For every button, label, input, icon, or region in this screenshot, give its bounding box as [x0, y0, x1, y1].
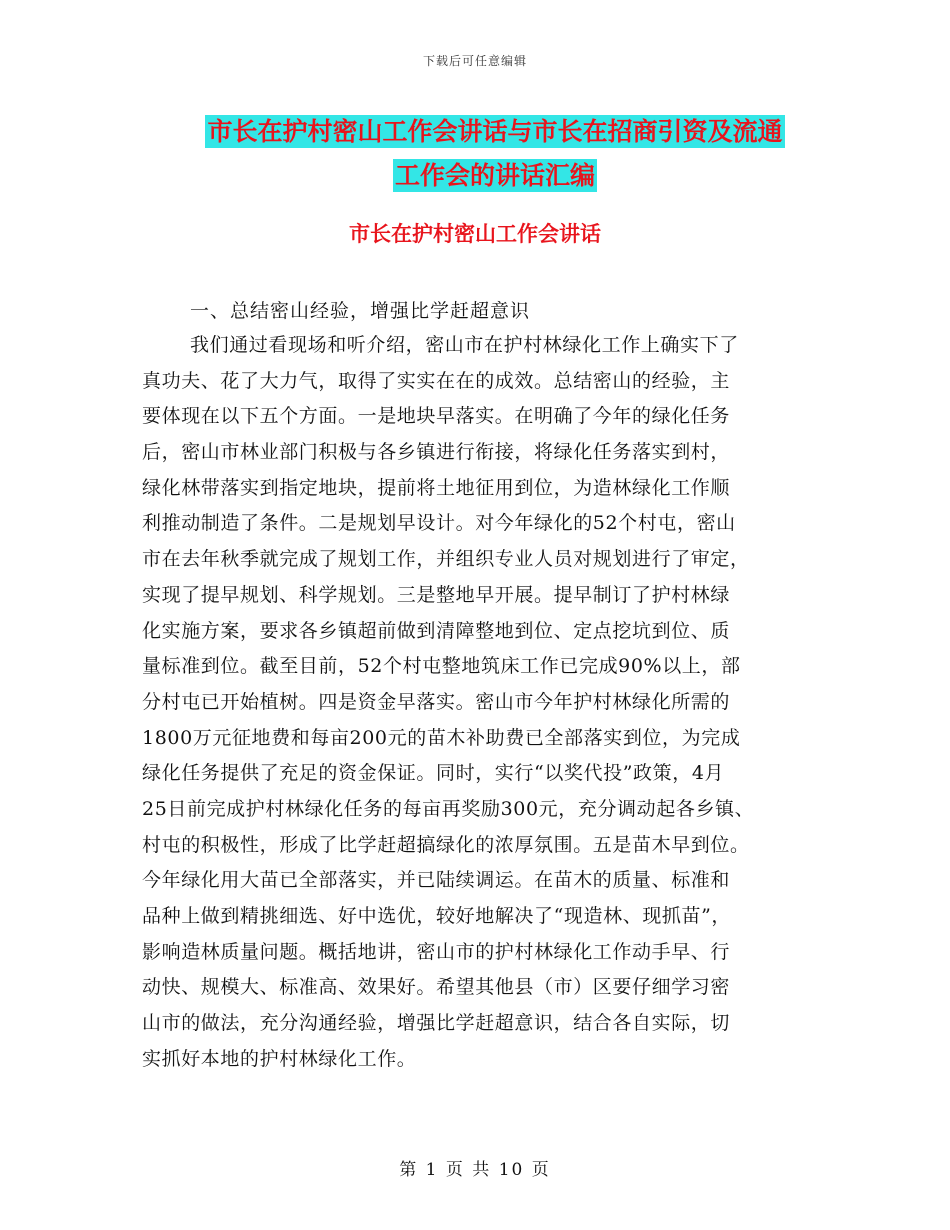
paragraph-line: 影响造林质量问题。概括地讲，密山市的护村林绿化工作动手早、行 [142, 940, 731, 963]
document-title-line-1: 市长在护村密山工作会讲话与市长在招商引资及流通 [207, 117, 783, 146]
page-footer: 第 1 页 共 10 页 [399, 1160, 551, 1180]
section-heading: 一、总结密山经验，增强比学赶超意识 [190, 300, 531, 322]
paragraph-line: 绿化林带落实到指定地块，提前将土地征用到位，为造林绿化工作顺 [142, 476, 731, 499]
paragraph-line: 动快、规模大、标准高、效果好。希望其他县（市）区要仔细学习密 [142, 976, 731, 999]
document-title-line-2: 工作会的讲话汇编 [394, 161, 595, 190]
paragraph-line: 后，密山市林业部门积极与各乡镇进行衔接，将绿化任务落实到村， [142, 441, 731, 464]
header-note: 下载后可任意编辑 [422, 54, 527, 68]
paragraph-line: 村屯的积极性，形成了比学赶超搞绿化的浓厚氛围。五是苗木早到位。 [142, 833, 750, 856]
paragraph-line: 分村屯已开始植树。四是资金早落实。密山市今年护村林绿化所需的 [142, 690, 731, 713]
paragraph-line: 量标准到位。截至目前，52个村屯整地筑床工作已完成90%以上，部 [142, 655, 741, 678]
paragraph-line: 化实施方案，要求各乡镇超前做到清障整地到位、定点挖坑到位、质 [142, 619, 731, 642]
paragraph-line: 真功夫、花了大力气，取得了实实在在的成效。总结密山的经验，主 [142, 369, 731, 392]
paragraph-line: 品种上做到精挑细选、好中选优，较好地解决了“现造林、现抓苗”， [142, 905, 732, 927]
paragraph-line: 绿化任务提供了充足的资金保证。同时，实行“以奖代投”政策，4月 [142, 762, 725, 785]
paragraph-line: 今年绿化用大苗已全部落实，并已陆续调运。在苗木的质量、标准和 [142, 869, 731, 892]
paragraph-line: 25日前完成护村林绿化任务的每亩再奖励300元，充分调动起各乡镇、 [142, 797, 755, 820]
section-title: 市长在护村密山工作会讲话 [349, 221, 601, 246]
paragraph-line: 市在去年秋季就完成了规划工作，并组织专业人员对规划进行了审定， [142, 548, 750, 571]
paragraph-line: 要体现在以下五个方面。一是地块早落实。在明确了今年的绿化任务 [142, 405, 731, 428]
paragraph-line: 实现了提早规划、科学规划。三是整地早开展。提早制订了护村林绿 [142, 583, 731, 606]
paragraph-line: 利推动制造了条件。二是规划早设计。对今年绿化的52个村屯，密山 [142, 512, 736, 535]
body-paragraph [142, 328, 802, 1077]
paragraph-line: 1800万元征地费和每亩200元的苗木补助费已全部落实到位，为完成 [142, 726, 741, 749]
paragraph-line: 我们通过看现场和听介绍，密山市在护村林绿化工作上确实下了 [190, 334, 739, 356]
document-title [150, 110, 840, 198]
paragraph-line: 实抓好本地的护村林绿化工作。 [142, 1047, 417, 1070]
paragraph-line: 山市的做法，充分沟通经验，增强比学赶超意识，结合各自实际，切 [142, 1012, 731, 1035]
